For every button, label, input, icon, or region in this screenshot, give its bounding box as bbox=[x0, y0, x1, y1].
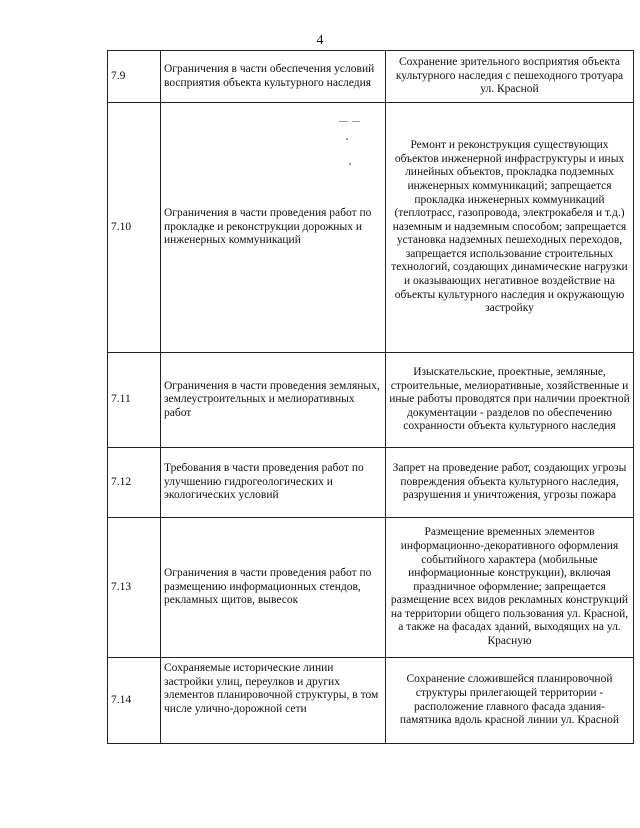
row-number: 7.14 bbox=[108, 658, 161, 744]
row-title: Ограничения в части проведения земляных, землеустроительных и мелиоративных работ bbox=[161, 353, 386, 448]
scan-artifact bbox=[352, 121, 360, 122]
row-title: Ограничения в части обеспечения условий восприятия объекта культурного наследия bbox=[161, 51, 386, 103]
row-number: 7.11 bbox=[108, 353, 161, 448]
row-number: 7.10 bbox=[108, 103, 161, 353]
row-number: 7.9 bbox=[108, 51, 161, 103]
table-row bbox=[108, 103, 634, 353]
table-row bbox=[108, 518, 634, 658]
row-title: Ограничения в части проведения работ по прокладке и реконструкции дорожных и инженерных коммуникаций bbox=[161, 103, 386, 353]
table-row bbox=[108, 658, 634, 744]
scan-artifact bbox=[346, 138, 348, 140]
row-description: Ремонт и реконструкция существующих объектов инженерной инфраструктуры и иных линейных объектов, прокладка подземных инженерных коммуникаций; запрещается прокладка инженерных коммуникаций (теплотрасс, газопровода, электрокабеля и т.д.) наземным и надземным способом; запрещается установка надземных пешеходных переходов, запрещается использование строительных технологий, создающих динамические нагрузки и оказывающих негативное воздействие на объекты культурного наследия и окружающую застройку bbox=[386, 103, 634, 353]
row-title: Сохраняемые исторические линии застройки улиц, переулков и других элементов планировочной структуры, в том числе улично-дорожной сети bbox=[161, 658, 386, 744]
row-description: Сохранение сложившейся планировочной структуры прилегающей территории - расположение главного фасада здания-памятника вдоль красной линии ул. Красной bbox=[386, 658, 634, 744]
scan-artifact bbox=[349, 163, 351, 165]
row-description: Размещение временных элементов информационно-декоративного оформления событийного характера (мобильные информационные конструкции), включая праздничное оформление; запрещается размещение всех видов рекламных конструкций на территории общего пользования ул. Красной, а также на фасадах зданий, выходящих на ул. Красную bbox=[386, 518, 634, 658]
row-description: Сохранение зрительного восприятия объекта культурного наследия с пешеходного тротуара ул. Красной bbox=[386, 51, 634, 103]
scan-artifact bbox=[339, 121, 348, 122]
table-row bbox=[108, 448, 634, 518]
row-title: Ограничения в части проведения работ по размещению информационных стендов, рекламных щитов, вывесок bbox=[161, 518, 386, 658]
row-number: 7.12 bbox=[108, 448, 161, 518]
row-description: Изыскательские, проектные, земляные, строительные, мелиоративные, хозяйственные и иные работы проводятся при наличии проектной документации - разделов по обеспечению сохранности объекта культурного наследия bbox=[386, 353, 634, 448]
table-row bbox=[108, 353, 634, 448]
row-number: 7.13 bbox=[108, 518, 161, 658]
restrictions-table bbox=[107, 50, 634, 744]
row-description: Запрет на проведение работ, создающих угрозы повреждения объекта культурного наследия, разрушения и уничтожения, угрозы пожара bbox=[386, 448, 634, 518]
row-title: Требования в части проведения работ по улучшению гидрогеологических и экологических условий bbox=[161, 448, 386, 518]
page-number: 4 bbox=[316, 33, 324, 48]
table-row bbox=[108, 51, 634, 103]
